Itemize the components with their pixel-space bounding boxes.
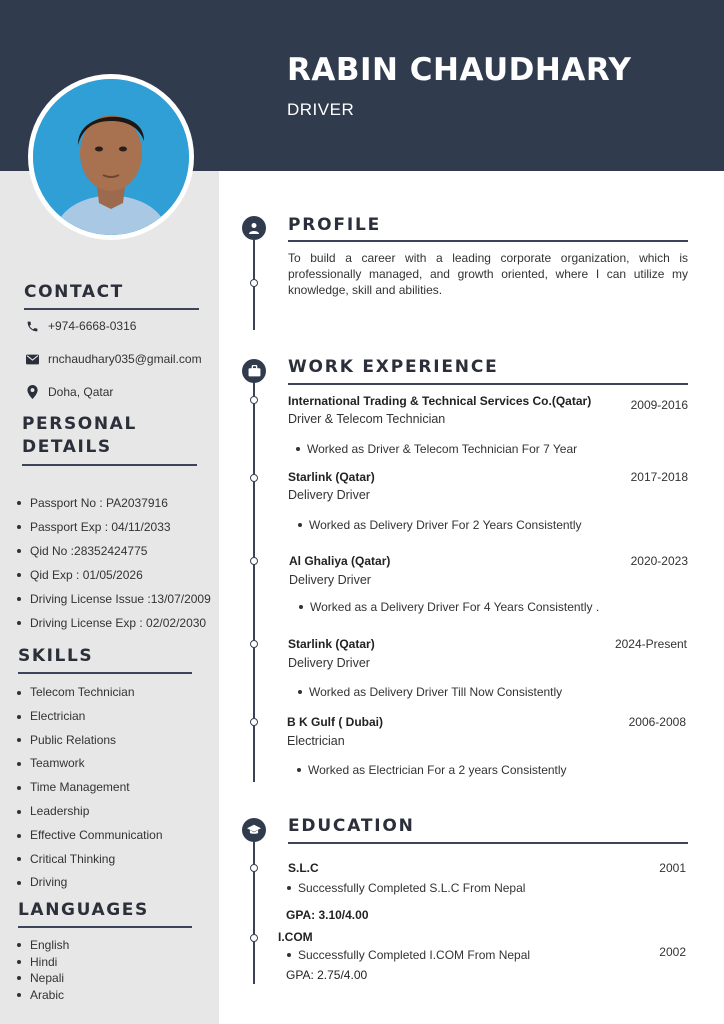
- list-item: Telecom Technician: [16, 681, 163, 705]
- list-item: Passport Exp : 04/11/2033: [16, 515, 211, 539]
- timeline-dot: [250, 934, 258, 942]
- education-divider: [288, 842, 688, 844]
- location-pin-icon: [24, 384, 40, 400]
- candidate-name: RABIN CHAUDHARY: [287, 52, 632, 88]
- mail-icon: [24, 351, 40, 367]
- job-description: Worked as Driver & Telecom Technician For 7 Year: [293, 442, 577, 456]
- contact-email: [24, 350, 202, 368]
- list-item: English: [16, 937, 69, 954]
- location-text: Doha, Qatar: [48, 385, 114, 399]
- education-year: 2002: [659, 945, 686, 959]
- job-dates: 2024-Present: [614, 637, 687, 651]
- education-description: Successfully Completed I.COM From Nepal: [284, 948, 530, 962]
- education-gpa: GPA: 2.75/4.00: [286, 968, 368, 982]
- list-item: Critical Thinking: [16, 848, 163, 872]
- skills-divider: [18, 672, 192, 674]
- languages-list: [16, 937, 69, 1003]
- list-item: Public Relations: [16, 729, 163, 753]
- list-item: Effective Communication: [16, 824, 163, 848]
- personal-heading-line2: DETAILS: [22, 437, 112, 457]
- job-role: Delivery Driver: [288, 656, 370, 670]
- skills-heading: SKILLS: [18, 646, 94, 666]
- contact-phone: [24, 317, 136, 335]
- list-item: Passport No : PA2037916: [16, 491, 211, 515]
- timeline-dot: [250, 396, 258, 404]
- job-organization: Starlink (Qatar): [288, 470, 375, 484]
- list-item: Driving: [16, 871, 163, 895]
- timeline-dot: [250, 864, 258, 872]
- timeline-dot: [250, 557, 258, 565]
- candidate-title: DRIVER: [287, 100, 355, 119]
- list-item: Qid Exp : 01/05/2026: [16, 563, 211, 587]
- education-year: 2001: [659, 861, 686, 875]
- list-item: Electrician: [16, 705, 163, 729]
- skills-list: [16, 681, 163, 895]
- job-dates: 2020-2023: [630, 554, 688, 568]
- personal-heading-line1: PERSONAL: [22, 414, 137, 434]
- job-organization: International Trading & Technical Services Co.(Qatar): [288, 394, 592, 408]
- timeline-dot: [250, 279, 258, 287]
- work-experience-divider: [288, 383, 688, 385]
- job-dates: 2017-2018: [630, 470, 688, 484]
- job-role: Delivery Driver: [288, 488, 370, 502]
- job-description: Worked as Electrician For a 2 years Consistently: [294, 763, 567, 777]
- list-item: Driving License Issue :13/07/2009: [16, 587, 211, 611]
- education-gpa: GPA: 3.10/4.00: [286, 908, 369, 922]
- personal-details-list: [16, 491, 211, 635]
- personal-details-heading: [22, 413, 137, 459]
- job-description: Worked as Delivery Driver Till Now Consistently: [295, 685, 562, 699]
- job-dates: 2006-2008: [628, 715, 686, 729]
- list-item: Qid No :28352424775: [16, 539, 211, 563]
- job-organization: Al Ghaliya (Qatar): [289, 554, 391, 568]
- list-item: Arabic: [16, 987, 69, 1004]
- contact-divider: [24, 308, 199, 310]
- list-item: Nepali: [16, 970, 69, 987]
- profile-summary: To build a career with a leading corporate organization, which is professionally managed, and growth oriented, where I can utilize my knowledge, skill and abilities.: [288, 251, 688, 297]
- list-item: Teamwork: [16, 752, 163, 776]
- job-role: Electrician: [287, 734, 345, 748]
- phone-icon: [24, 318, 40, 334]
- profile-photo: [28, 74, 194, 240]
- languages-divider: [18, 926, 192, 928]
- languages-heading: LANGUAGES: [18, 900, 149, 920]
- profile-divider: [288, 240, 688, 242]
- job-dates: 2009-2016: [630, 398, 688, 412]
- graduation-cap-icon: [242, 818, 266, 842]
- timeline-dot: [250, 718, 258, 726]
- job-organization: Starlink (Qatar): [288, 637, 375, 651]
- person-icon: [242, 216, 266, 240]
- personal-divider: [22, 464, 197, 466]
- profile-heading: PROFILE: [288, 215, 381, 235]
- list-item: Driving License Exp : 02/02/2030: [16, 611, 211, 635]
- job-organization: B K Gulf ( Dubai): [287, 715, 383, 729]
- education-description: Successfully Completed S.L.C From Nepal: [284, 881, 525, 895]
- timeline-dot: [250, 474, 258, 482]
- job-role: Delivery Driver: [289, 573, 371, 587]
- education-name: S.L.C: [288, 861, 319, 875]
- briefcase-icon: [242, 359, 266, 383]
- phone-text: +974-6668-0316: [48, 319, 137, 333]
- contact-heading: CONTACT: [24, 282, 124, 302]
- job-description: Worked as Delivery Driver For 2 Years Consistently: [295, 518, 582, 532]
- list-item: Hindi: [16, 954, 69, 971]
- email-text: rnchaudhary035@gmail.com: [48, 352, 202, 366]
- education-heading: EDUCATION: [288, 816, 415, 836]
- education-name: I.COM: [278, 930, 313, 944]
- work-experience-heading: WORK EXPERIENCE: [288, 357, 499, 377]
- list-item: Leadership: [16, 800, 163, 824]
- job-description: Worked as a Delivery Driver For 4 Years Consistently .: [296, 600, 599, 614]
- job-role: Driver & Telecom Technician: [288, 412, 446, 426]
- contact-location: [24, 383, 113, 401]
- timeline-dot: [250, 640, 258, 648]
- list-item: Time Management: [16, 776, 163, 800]
